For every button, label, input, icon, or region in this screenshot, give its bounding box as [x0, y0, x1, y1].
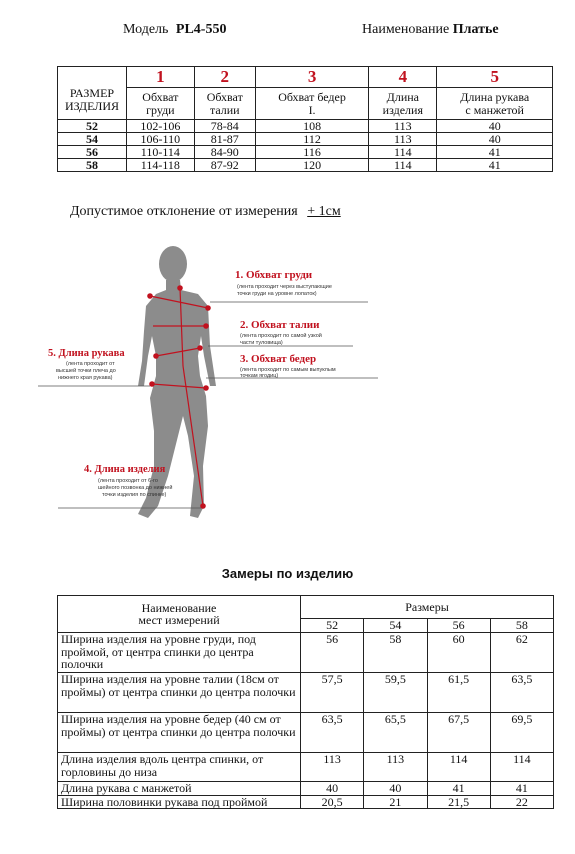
- label-waist-title: 2. Обхват талии: [240, 319, 320, 331]
- col-label-4: [369, 88, 437, 120]
- value-cell: 116: [255, 146, 368, 159]
- col-label-5-line1: Длина рукава: [460, 89, 530, 104]
- size-chart-label-row: [58, 88, 553, 120]
- measure-value: 69,5: [490, 713, 553, 753]
- col-label-5-line2: с манжетой: [465, 102, 524, 117]
- col-label-1: [127, 88, 195, 120]
- value-cell: 102-106: [127, 120, 195, 133]
- value-cell: 113: [369, 120, 437, 133]
- measure-value: 114: [427, 753, 490, 782]
- model-label: Модель: [123, 22, 169, 37]
- model-heading: [123, 22, 226, 38]
- value-cell: 41: [437, 146, 553, 159]
- size-header-cell: 56: [427, 619, 490, 633]
- measure-value: 20,5: [301, 795, 364, 809]
- value-cell: 106-110: [127, 133, 195, 146]
- col-label-2-line1: Обхват: [206, 89, 243, 104]
- item-name-heading: [362, 22, 499, 38]
- measure-name: Ширина изделия на уровне бедер (40 см от проймы) от центра спинки до центра полочки: [58, 713, 301, 753]
- value-cell: 114: [369, 146, 437, 159]
- col-number-1: 1: [127, 67, 195, 88]
- size-header-cell: 58: [490, 619, 553, 633]
- size-cell: 58: [58, 159, 127, 172]
- size-row: [58, 159, 553, 172]
- measure-value: 21,5: [427, 795, 490, 809]
- label-sleeve-desc2: высшей точки плеча до: [56, 368, 116, 374]
- measure-value: 114: [490, 753, 553, 782]
- measure-value: 113: [301, 753, 364, 782]
- col-label-3-line2: I.: [308, 102, 316, 117]
- label-chest-title: 1. Обхват груди: [235, 269, 313, 281]
- col-label-4-line2: изделия: [382, 102, 423, 117]
- sizes-header: Размеры: [301, 596, 554, 619]
- measure-value: 63,5: [301, 713, 364, 753]
- col-label-1-line2: груди: [146, 102, 175, 117]
- value-cell: 110-114: [127, 146, 195, 159]
- value-cell: 113: [369, 133, 437, 146]
- label-hips-desc2: точкам ягодиц): [240, 373, 279, 379]
- measure-value: 113: [364, 753, 427, 782]
- value-cell: 114-118: [127, 159, 195, 172]
- size-chart-table: [57, 66, 553, 172]
- garment-table-title: Замеры по изделию: [221, 566, 354, 581]
- size-header-cell: 54: [364, 619, 427, 633]
- size-cell: 56: [58, 146, 127, 159]
- label-waist-desc1: (лента проходит по самой узкой: [240, 333, 322, 339]
- measure-value: 63,5: [490, 673, 553, 713]
- garment-row: [58, 782, 554, 796]
- measure-value: 62: [490, 633, 553, 673]
- garment-row: [58, 673, 554, 713]
- label-sleeve-desc1: (лента проходит от: [66, 361, 115, 367]
- measure-value: 60: [427, 633, 490, 673]
- measure-value: 56: [301, 633, 364, 673]
- measure-value: 21: [364, 795, 427, 809]
- size-row: [58, 146, 553, 159]
- value-cell: 112: [255, 133, 368, 146]
- measure-value: 65,5: [364, 713, 427, 753]
- measure-value: 59,5: [364, 673, 427, 713]
- value-cell: 78-84: [194, 120, 255, 133]
- measure-value: 61,5: [427, 673, 490, 713]
- col-label-3-line1: Обхват бедер: [278, 89, 346, 104]
- col-label-2: [194, 88, 255, 120]
- col-number-3: 3: [255, 67, 368, 88]
- measure-value: 58: [364, 633, 427, 673]
- tolerance-text: Допустимое отклонение от измерения: [70, 204, 298, 219]
- garment-row: [58, 795, 554, 809]
- size-row: [58, 120, 553, 133]
- label-hips-title: 3. Обхват бедер: [240, 353, 317, 365]
- measure-name: Длина рукава с манжетой: [58, 782, 301, 796]
- measure-value: 40: [364, 782, 427, 796]
- col-number-5: 5: [437, 67, 553, 88]
- value-cell: 120: [255, 159, 368, 172]
- measure-value: 40: [301, 782, 364, 796]
- label-sleeve-desc3: нижнего края рукава): [58, 375, 113, 381]
- size-row: [58, 133, 553, 146]
- col-label-3: [255, 88, 368, 120]
- value-cell: 84-90: [194, 146, 255, 159]
- measurement-figure: [38, 236, 408, 546]
- corner-line1: РАЗМЕР: [69, 86, 115, 100]
- measure-name-header: [58, 596, 301, 633]
- label-length-desc3: точки изделия по спинке): [102, 492, 167, 498]
- size-corner-header: [58, 67, 127, 120]
- garment-row: [58, 713, 554, 753]
- measure-name-header-line2: мест измерений: [138, 613, 220, 627]
- value-cell: 108: [255, 120, 368, 133]
- measure-name-header-line1: Наименование: [141, 600, 217, 615]
- value-cell: 114: [369, 159, 437, 172]
- label-chest-desc2: точки груди на уровне лопаток): [237, 291, 317, 297]
- value-cell: 87-92: [194, 159, 255, 172]
- item-name-label: Наименование: [362, 22, 450, 37]
- garment-row: [58, 753, 554, 782]
- label-sleeve-title: 5. Длина рукава: [48, 348, 125, 359]
- measure-value: 41: [427, 782, 490, 796]
- value-cell: 40: [437, 133, 553, 146]
- tolerance-note: [70, 204, 341, 220]
- size-cell: 54: [58, 133, 127, 146]
- label-hips-desc1: (лента проходит по самым выпуклым: [240, 367, 336, 373]
- model-value: PL4-550: [175, 22, 227, 37]
- measure-name: Длина изделия вдоль центра спинки, от горловины до низа: [58, 753, 301, 782]
- label-length-desc2: шейного позвонка до нижней: [98, 485, 173, 491]
- value-cell: 40: [437, 120, 553, 133]
- label-waist-desc2: части туловища): [240, 340, 283, 346]
- col-label-1-line1: Обхват: [142, 89, 179, 104]
- corner-line2: ИЗДЕЛИЯ: [64, 99, 120, 113]
- garment-header-row: [58, 596, 554, 619]
- col-number-2: 2: [194, 67, 255, 88]
- size-cell: 52: [58, 120, 127, 133]
- value-cell: 41: [437, 159, 553, 172]
- measure-name: Ширина изделия на уровне груди, под проймой, от центра спинки до центра полочки: [58, 633, 301, 673]
- garment-measurements-table: [57, 595, 554, 809]
- tolerance-value: + 1см: [307, 204, 341, 219]
- col-label-4-line1: Длина: [386, 89, 419, 104]
- measure-value: 57,5: [301, 673, 364, 713]
- size-header-cell: 52: [301, 619, 364, 633]
- measure-name: Ширина половинки рукава под проймой: [58, 795, 301, 809]
- garment-row: [58, 633, 554, 673]
- size-chart-number-row: [58, 67, 553, 88]
- measure-name: Ширина изделия на уровне талии (18см от проймы) от центра спинки до центра полочки: [58, 673, 301, 713]
- col-label-2-line2: талии: [209, 102, 240, 117]
- measure-value: 67,5: [427, 713, 490, 753]
- col-number-4: 4: [369, 67, 437, 88]
- label-length-desc1: (лента проходит от 6-го: [98, 478, 158, 484]
- label-chest-desc1: (лента проходит через выступающие: [237, 284, 332, 290]
- measure-value: 41: [490, 782, 553, 796]
- item-name-value: Платье: [452, 22, 499, 37]
- label-length-title: 4. Длина изделия: [84, 464, 166, 475]
- measure-value: 22: [490, 795, 553, 809]
- col-label-5: [437, 88, 553, 120]
- value-cell: 81-87: [194, 133, 255, 146]
